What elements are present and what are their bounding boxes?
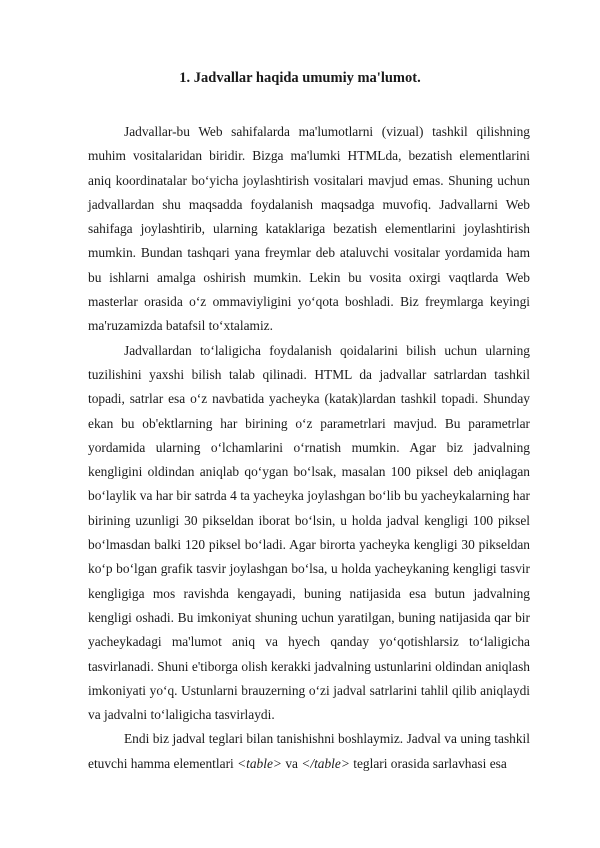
paragraph-3 bbox=[88, 727, 530, 776]
paragraph-3-text-between: va bbox=[281, 755, 302, 771]
table-close-tag: </table> bbox=[301, 755, 350, 771]
paragraph-3-text-after: teglari orasida sarlavhasi esa bbox=[349, 755, 507, 771]
paragraph-1: Jadvallar-bu Web sahifalarda ma'lumotlarni (vizual) tashkil qilishning muhim vositalaridan biridir. Bizga ma'lumki HTMLda, bezatish elementlarini aniq koordinatalar bo‘yicha joylashtirish vositalari mavjud emas. Shuning uchun jadvallardan shu maqsadda foydalanish maqsadga muvofiq. Jadvallarni Web sahifaga joylashtirib, ularning kataklariga bezatish elementlarini joylashtirish mumkin. Bundan tashqari yana freymlar deb ataluvchi vositalar yordamida ham bu ishlarni amalga oshirish mumkin. Lekin bu vosita oxirgi vaqtlarda Web masterlar orasida o‘z ommaviyligini yo‘qota boshladi. Biz freymlarga keyingi ma'ruzamizda batafsil to‘xtalamiz. bbox=[88, 124, 530, 334]
paragraph-2: Jadvallardan to‘laligicha foydalanish qoidalarini bilish uchun ularning tuzilishini yaxshi bilish talab qilinadi. HTML da jadvallar satrlardan tashkil topadi, satrlar esa o‘z navbatida yacheyka (katak)lardan tashkil topadi. Shunday ekan bu ob'ektlarning har birining o‘z parametrlari mavjud. Bu parametrlar yordamida ularning o‘lchamlarini o‘rnatish mumkin. Agar biz jadvalning kengligini oldindan aniqlab qo‘ygan bo‘lsak, masalan 100 piksel deb aniqlagan bo‘laylik va har bir satrda 4 ta yacheyka joylashgan bo‘lib bu yacheykalarning har birining uzunligi 30 pikseldan iborat bo‘lsin, u holda jadval kengligi 100 piksel bo‘lmasdan balki 120 piksel bo‘ladi. Agar birorta yacheyka kengligi 30 pikseldan ko‘p bo‘lgan grafik tasvir joylashgan bo‘lsa, u holda yacheykaning kengligi tasvir kengligiga mos ravishda kengayadi, buning natijasida esa butun jadvalning kengligi oshadi. Bu imkoniyat shuning uchun yaratilgan, buning natijasida qar bir yacheykadagi ma'lumot aniq va hyech qanday yo‘qotishlarsiz to‘laligicha tasvirlanadi. Shuni e'tiborga olish kerakki jadvalning ustunlarini oldindan aniqlash imkoniyati yo‘q. Ustunlarni brauzerning o‘zi jadval satrlarini tahlil qilib aniqlaydi va jadvalni to‘laligicha tasvirlaydi. bbox=[88, 342, 530, 723]
document-body bbox=[88, 120, 530, 776]
table-open-tag: <table> bbox=[237, 755, 282, 771]
page-title: 1. Jadvallar haqida umumiy ma'lumot. bbox=[179, 70, 421, 86]
paragraph-3-text-before: Endi biz jadval teglari bilan tanishishni boshlaymiz. Jadval va uning tashkil etuvchi hamma elementlari bbox=[88, 731, 530, 771]
